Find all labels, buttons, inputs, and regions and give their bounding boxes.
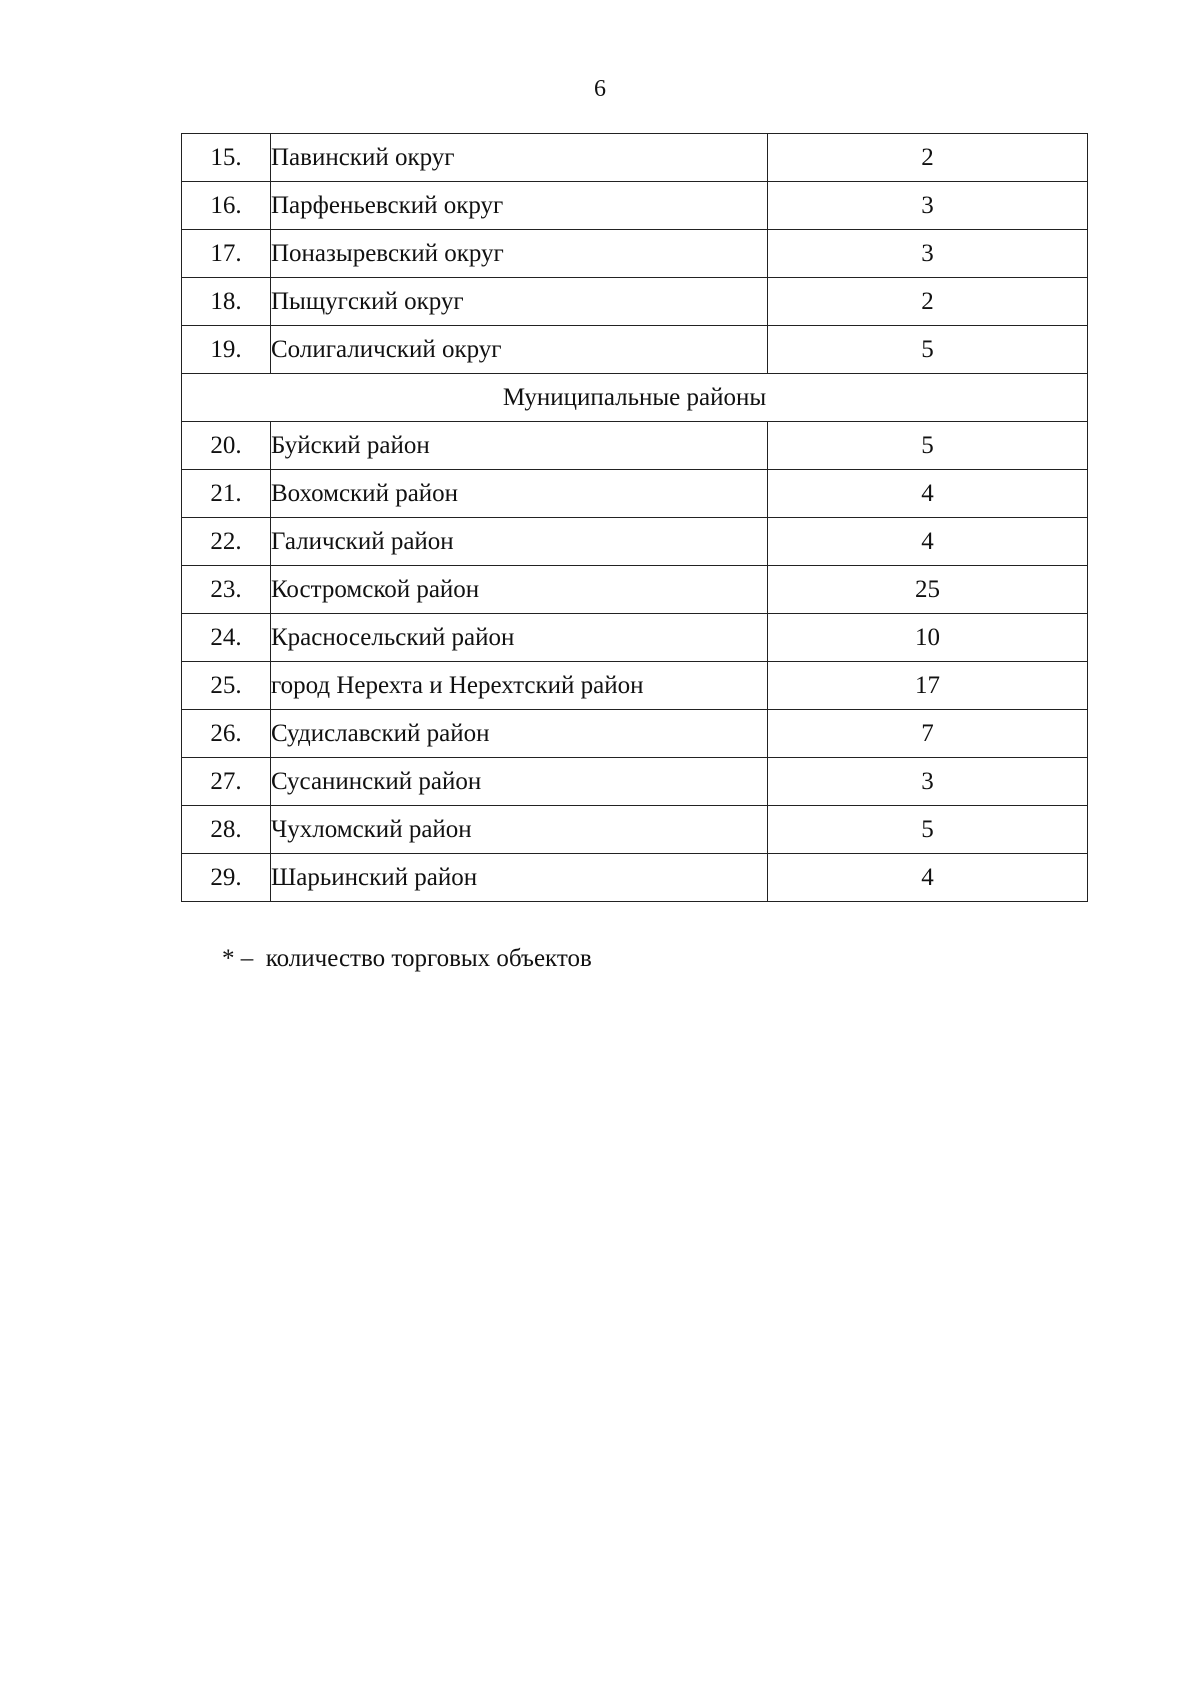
footnote-text: количество торговых объектов: [265, 945, 592, 972]
row-number: 21.: [182, 470, 271, 518]
table-row: [182, 662, 1088, 710]
row-name: Парфеньевский округ: [271, 182, 768, 230]
table-row: [182, 134, 1088, 182]
section-header-row: [182, 374, 1088, 422]
row-value: 5: [768, 422, 1088, 470]
row-number: 16.: [182, 182, 271, 230]
row-value: 25: [768, 566, 1088, 614]
row-name: Солигаличский округ: [271, 326, 768, 374]
row-number: 17.: [182, 230, 271, 278]
row-value: 5: [768, 326, 1088, 374]
row-value: 5: [768, 806, 1088, 854]
row-value: 4: [768, 854, 1088, 902]
row-name: Судиславский район: [271, 710, 768, 758]
row-name: город Нерехта и Нерехтский район: [271, 662, 768, 710]
row-value: 4: [768, 518, 1088, 566]
row-value: 10: [768, 614, 1088, 662]
row-number: 20.: [182, 422, 271, 470]
table-row: [182, 854, 1088, 902]
row-number: 15.: [182, 134, 271, 182]
row-name: Костромской район: [271, 566, 768, 614]
table-row: [182, 758, 1088, 806]
row-name: Чухломский район: [271, 806, 768, 854]
table-row: [182, 566, 1088, 614]
row-name: Шарьинский район: [271, 854, 768, 902]
row-number: 18.: [182, 278, 271, 326]
row-number: 24.: [182, 614, 271, 662]
table-row: [182, 422, 1088, 470]
trade-objects-table: [181, 133, 1088, 902]
row-value: 3: [768, 182, 1088, 230]
table-row: [182, 710, 1088, 758]
table-row: [182, 614, 1088, 662]
row-value: 4: [768, 470, 1088, 518]
table-row: [182, 326, 1088, 374]
row-name: Вохомский район: [271, 470, 768, 518]
section-header: Муниципальные районы: [182, 374, 1088, 422]
row-number: 22.: [182, 518, 271, 566]
row-name: Павинский округ: [271, 134, 768, 182]
row-number: 26.: [182, 710, 271, 758]
row-value: 3: [768, 758, 1088, 806]
row-name: Сусанинский район: [271, 758, 768, 806]
row-number: 19.: [182, 326, 271, 374]
row-number: 23.: [182, 566, 271, 614]
row-name: Красносельский район: [271, 614, 768, 662]
row-name: Пыщугский округ: [271, 278, 768, 326]
footnote: [222, 945, 592, 973]
footnote-mark: * –: [222, 945, 254, 972]
table-row: [182, 470, 1088, 518]
table-row: [182, 806, 1088, 854]
row-value: 17: [768, 662, 1088, 710]
row-name: Галичский район: [271, 518, 768, 566]
table-row: [182, 182, 1088, 230]
row-value: 7: [768, 710, 1088, 758]
row-name: Поназыревский округ: [271, 230, 768, 278]
row-value: 2: [768, 134, 1088, 182]
table-row: [182, 278, 1088, 326]
row-number: 25.: [182, 662, 271, 710]
row-name: Буйский район: [271, 422, 768, 470]
row-value: 3: [768, 230, 1088, 278]
row-number: 28.: [182, 806, 271, 854]
table-row: [182, 230, 1088, 278]
row-value: 2: [768, 278, 1088, 326]
row-number: 27.: [182, 758, 271, 806]
table-row: [182, 518, 1088, 566]
row-number: 29.: [182, 854, 271, 902]
page-number: 6: [594, 76, 606, 102]
